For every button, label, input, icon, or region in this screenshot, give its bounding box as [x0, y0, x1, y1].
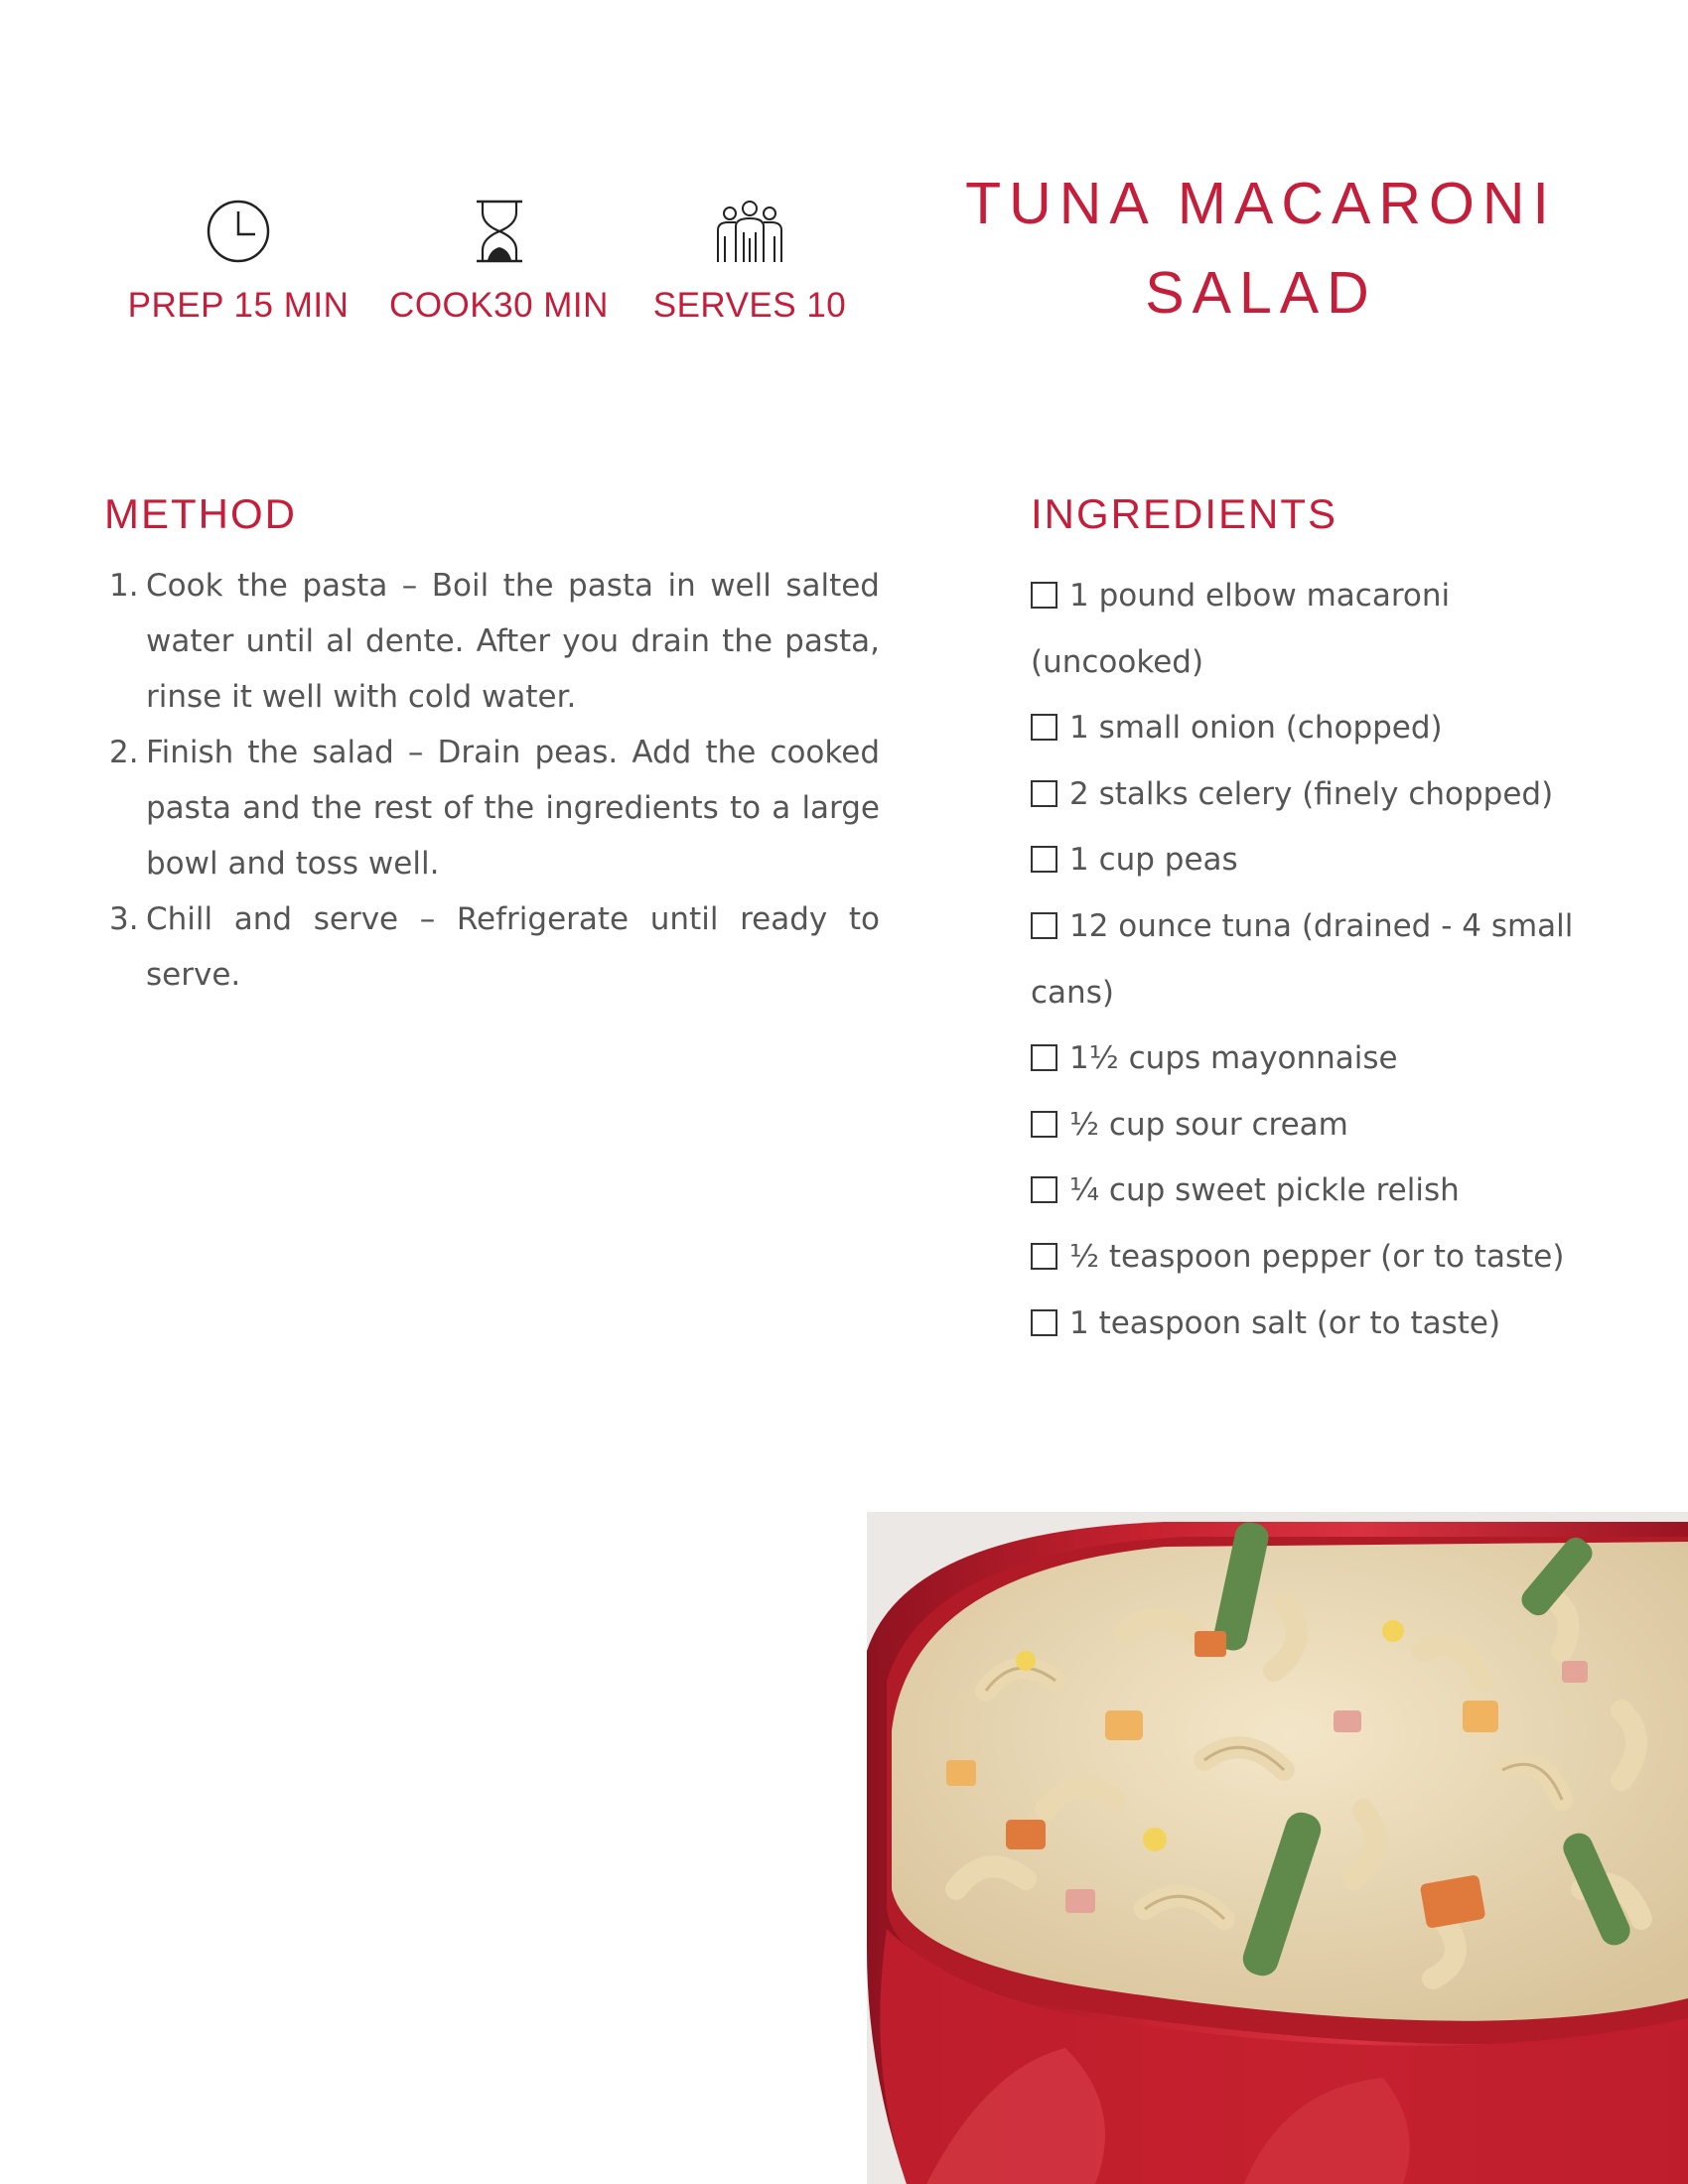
- step-number: 2.: [109, 735, 139, 770]
- ingredients-heading: INGREDIENTS: [1031, 490, 1338, 537]
- salad-bowl-illustration: [867, 1512, 1688, 2184]
- prep-time-stat: [109, 199, 367, 326]
- step-text: Cook the pasta – Boil the pasta in well salted water until al dente. After you drain the pasta, rinse it well with cold water.: [146, 568, 880, 715]
- method-step: [109, 558, 880, 725]
- ingredient-text: ½ teaspoon pepper (or to taste): [1069, 1238, 1565, 1275]
- checkbox[interactable]: [1031, 1176, 1057, 1203]
- ingredient-item: [1031, 695, 1607, 761]
- step-number: 1.: [109, 568, 139, 604]
- checkbox[interactable]: [1031, 1044, 1057, 1071]
- ingredient-item: [1031, 893, 1607, 1025]
- method-steps: [109, 558, 880, 1003]
- method-heading: METHOD: [104, 490, 297, 537]
- recipe-title-line-2: SALAD: [1145, 260, 1377, 326]
- ingredient-text: 12 ounce tuna (drained - 4 small cans): [1031, 907, 1574, 1011]
- checkbox[interactable]: [1031, 780, 1057, 807]
- checkbox[interactable]: [1031, 1111, 1057, 1138]
- ingredient-item: [1031, 827, 1607, 893]
- recipe-title: [933, 159, 1589, 338]
- cook-time-label: COOK30 MIN: [389, 286, 609, 325]
- hourglass-icon: [475, 199, 524, 264]
- ingredient-item: [1031, 563, 1607, 695]
- prep-time-label: PREP 15 MIN: [127, 286, 350, 325]
- clock-icon: [206, 199, 271, 264]
- step-number: 3.: [109, 901, 139, 937]
- checkbox[interactable]: [1031, 1309, 1057, 1336]
- checkbox[interactable]: [1031, 1243, 1057, 1270]
- method-step: [109, 725, 880, 891]
- ingredient-text: 2 stalks celery (finely chopped): [1069, 775, 1554, 812]
- salad-photo: [867, 1512, 1688, 2184]
- ingredients-list: [1031, 563, 1607, 1356]
- method-step: [109, 891, 880, 1003]
- checkbox[interactable]: [1031, 714, 1057, 741]
- serves-stat: [635, 199, 864, 326]
- checkbox[interactable]: [1031, 582, 1057, 609]
- step-text: Chill and serve – Refrigerate until ready to serve.: [146, 901, 880, 993]
- recipe-title-line-1: TUNA MACARONI: [965, 171, 1557, 236]
- ingredient-item: [1031, 761, 1607, 828]
- cook-time-stat: [367, 199, 631, 326]
- ingredient-text: 1 pound elbow macaroni (uncooked): [1031, 578, 1451, 680]
- ingredient-item: [1031, 1025, 1607, 1092]
- ingredient-item: [1031, 1092, 1607, 1159]
- ingredient-text: 1½ cups mayonnaise: [1069, 1040, 1398, 1077]
- ingredient-text: 1 small onion (chopped): [1069, 710, 1443, 747]
- step-text: Finish the salad – Drain peas. Add the cooked pasta and the rest of the ingredients to a large bowl and toss well.: [146, 735, 880, 882]
- ingredient-item: [1031, 1224, 1607, 1291]
- ingredient-item: [1031, 1291, 1607, 1357]
- ingredient-item: [1031, 1158, 1607, 1224]
- ingredient-text: ¼ cup sweet pickle relish: [1069, 1172, 1460, 1209]
- people-icon: [714, 199, 785, 264]
- ingredient-text: 1 teaspoon salt (or to taste): [1069, 1304, 1501, 1341]
- checkbox[interactable]: [1031, 846, 1057, 873]
- ingredient-text: 1 cup peas: [1069, 842, 1238, 879]
- checkbox[interactable]: [1031, 912, 1057, 939]
- serves-label: SERVES 10: [652, 286, 847, 325]
- ingredient-text: ½ cup sour cream: [1069, 1106, 1348, 1143]
